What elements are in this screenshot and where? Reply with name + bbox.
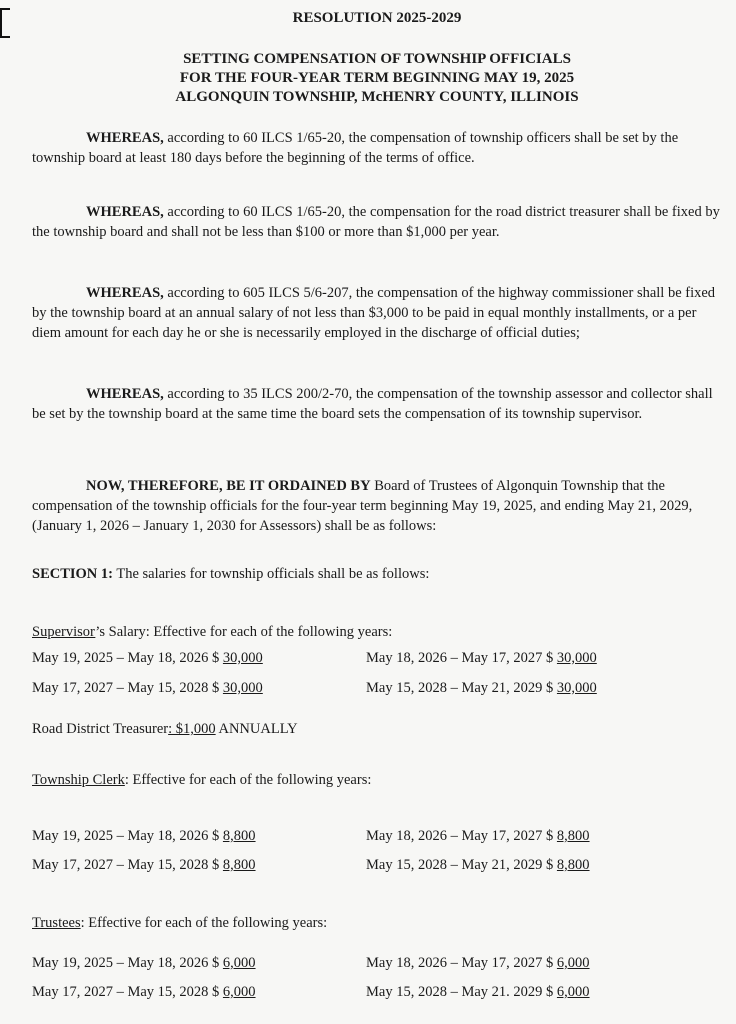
salary-row bbox=[366, 955, 590, 972]
road-treasurer-label: Road District Treasurer bbox=[32, 721, 169, 737]
ordained-paragraph bbox=[32, 476, 722, 536]
whereas-text: according to 35 ILCS 200/2-70, the compensation of the township assessor and collector shall be set by the township board at the same time the board sets the compensation of its township supervisor. bbox=[32, 386, 713, 422]
whereas-lead: WHEREAS, bbox=[86, 285, 164, 301]
salary-row bbox=[366, 828, 590, 845]
salary-amount: 6,000 bbox=[556, 955, 590, 971]
clerk-title-rest: : Effective for each of the following years: bbox=[124, 772, 372, 788]
salary-row bbox=[32, 828, 256, 845]
ordained-text: Board of Trustees of Algonquin Township that the compensation of the township officials for the four-year term beginning May 19, 2025, and ending May 21, 2029, (January 1, 2026 – January 1, 2030 for Assessors) shall be as follows: bbox=[32, 478, 693, 534]
salary-row bbox=[366, 650, 597, 667]
trustees-heading bbox=[32, 915, 327, 932]
whereas-paragraph-3 bbox=[32, 283, 722, 343]
section-1-text: The salaries for township officials shall be as follows: bbox=[112, 566, 430, 582]
salary-row bbox=[32, 955, 256, 972]
whereas-paragraph-1 bbox=[32, 128, 722, 168]
text-cursor-bracket bbox=[0, 8, 10, 38]
trustees-title-rest: : Effective for each of the following years: bbox=[80, 915, 328, 931]
resolution-heading bbox=[32, 50, 722, 107]
resolution-title: RESOLUTION 2025-2029 bbox=[292, 10, 462, 26]
whereas-text: according to 60 ILCS 1/65-20, the compensation for the road district treasurer shall be fixed by the township board and shall not be less than $100 or more than $1,000 per year. bbox=[32, 204, 720, 240]
heading-line-2: FOR THE FOUR-YEAR TERM BEGINNING MAY 19, 2025 bbox=[179, 70, 575, 86]
salary-amount: 6,000 bbox=[222, 984, 256, 1000]
salary-amount: 30,000 bbox=[556, 680, 597, 696]
salary-period: May 17, 2027 – May 15, 2028 $ bbox=[32, 984, 223, 1000]
heading-line-1: SETTING COMPENSATION OF TOWNSHIP OFFICIALS bbox=[183, 51, 571, 67]
section-1 bbox=[32, 566, 429, 583]
salary-period: May 17, 2027 – May 15, 2028 $ bbox=[32, 857, 223, 873]
salary-row bbox=[32, 857, 256, 874]
salary-period: May 18, 2026 – May 17, 2027 $ bbox=[366, 650, 557, 666]
salary-period: May 15, 2028 – May 21, 2029 $ bbox=[366, 680, 557, 696]
salary-row bbox=[32, 984, 256, 1001]
section-1-label: SECTION 1: bbox=[32, 566, 113, 582]
clerk-heading bbox=[32, 772, 371, 789]
salary-row bbox=[366, 680, 597, 697]
salary-amount: 8,800 bbox=[222, 857, 256, 873]
salary-row bbox=[366, 857, 590, 874]
salary-period: May 18, 2026 – May 17, 2027 $ bbox=[366, 955, 557, 971]
salary-amount: 30,000 bbox=[556, 650, 597, 666]
ordained-lead: NOW, THEREFORE, BE IT ORDAINED BY bbox=[86, 478, 371, 494]
salary-amount: 8,800 bbox=[556, 857, 590, 873]
salary-period: May 19, 2025 – May 18, 2026 $ bbox=[32, 828, 223, 844]
salary-row bbox=[366, 984, 590, 1001]
salary-row bbox=[32, 650, 263, 667]
road-treasurer-amount: : $1,000 bbox=[168, 721, 216, 737]
heading-line-3: ALGONQUIN TOWNSHIP, McHENRY COUNTY, ILLINOIS bbox=[175, 89, 579, 105]
salary-period: May 18, 2026 – May 17, 2027 $ bbox=[366, 828, 557, 844]
salary-period: May 15, 2028 – May 21. 2029 $ bbox=[366, 984, 557, 1000]
whereas-lead: WHEREAS, bbox=[86, 386, 164, 402]
road-treasurer-line bbox=[32, 721, 298, 738]
salary-amount: 8,800 bbox=[556, 828, 590, 844]
whereas-text: according to 60 ILCS 1/65-20, the compensation of township officers shall be set by the township board at least 180 days before the beginning of the terms of office. bbox=[32, 130, 679, 166]
supervisor-title-rest: ’s Salary: Effective for each of the following years: bbox=[95, 624, 393, 640]
whereas-lead: WHEREAS, bbox=[86, 204, 164, 220]
salary-amount: 30,000 bbox=[222, 680, 263, 696]
supervisor-title: Supervisor bbox=[32, 624, 96, 640]
salary-amount: 8,800 bbox=[222, 828, 256, 844]
salary-period: May 19, 2025 – May 18, 2026 $ bbox=[32, 955, 223, 971]
whereas-lead: WHEREAS, bbox=[86, 130, 164, 146]
road-treasurer-suffix: ANNUALLY bbox=[215, 721, 298, 737]
supervisor-heading bbox=[32, 624, 392, 641]
salary-amount: 30,000 bbox=[222, 650, 263, 666]
whereas-paragraph-2 bbox=[32, 202, 722, 242]
salary-amount: 6,000 bbox=[556, 984, 590, 1000]
clerk-title: Township Clerk bbox=[32, 772, 125, 788]
salary-period: May 19, 2025 – May 18, 2026 $ bbox=[32, 650, 223, 666]
salary-period: May 15, 2028 – May 21, 2029 $ bbox=[366, 857, 557, 873]
salary-amount: 6,000 bbox=[222, 955, 256, 971]
whereas-paragraph-4 bbox=[32, 384, 722, 424]
salary-row bbox=[32, 680, 263, 697]
trustees-title: Trustees bbox=[32, 915, 81, 931]
whereas-text: according to 605 ILCS 5/6-207, the compensation of the highway commissioner shall be fixed by the township board at an annual salary of not less than $3,000 to be paid in equal monthly installments, or a per diem amount for each day he or she is necessarily employed in the discharge of official duties; bbox=[32, 285, 716, 341]
salary-period: May 17, 2027 – May 15, 2028 $ bbox=[32, 680, 223, 696]
